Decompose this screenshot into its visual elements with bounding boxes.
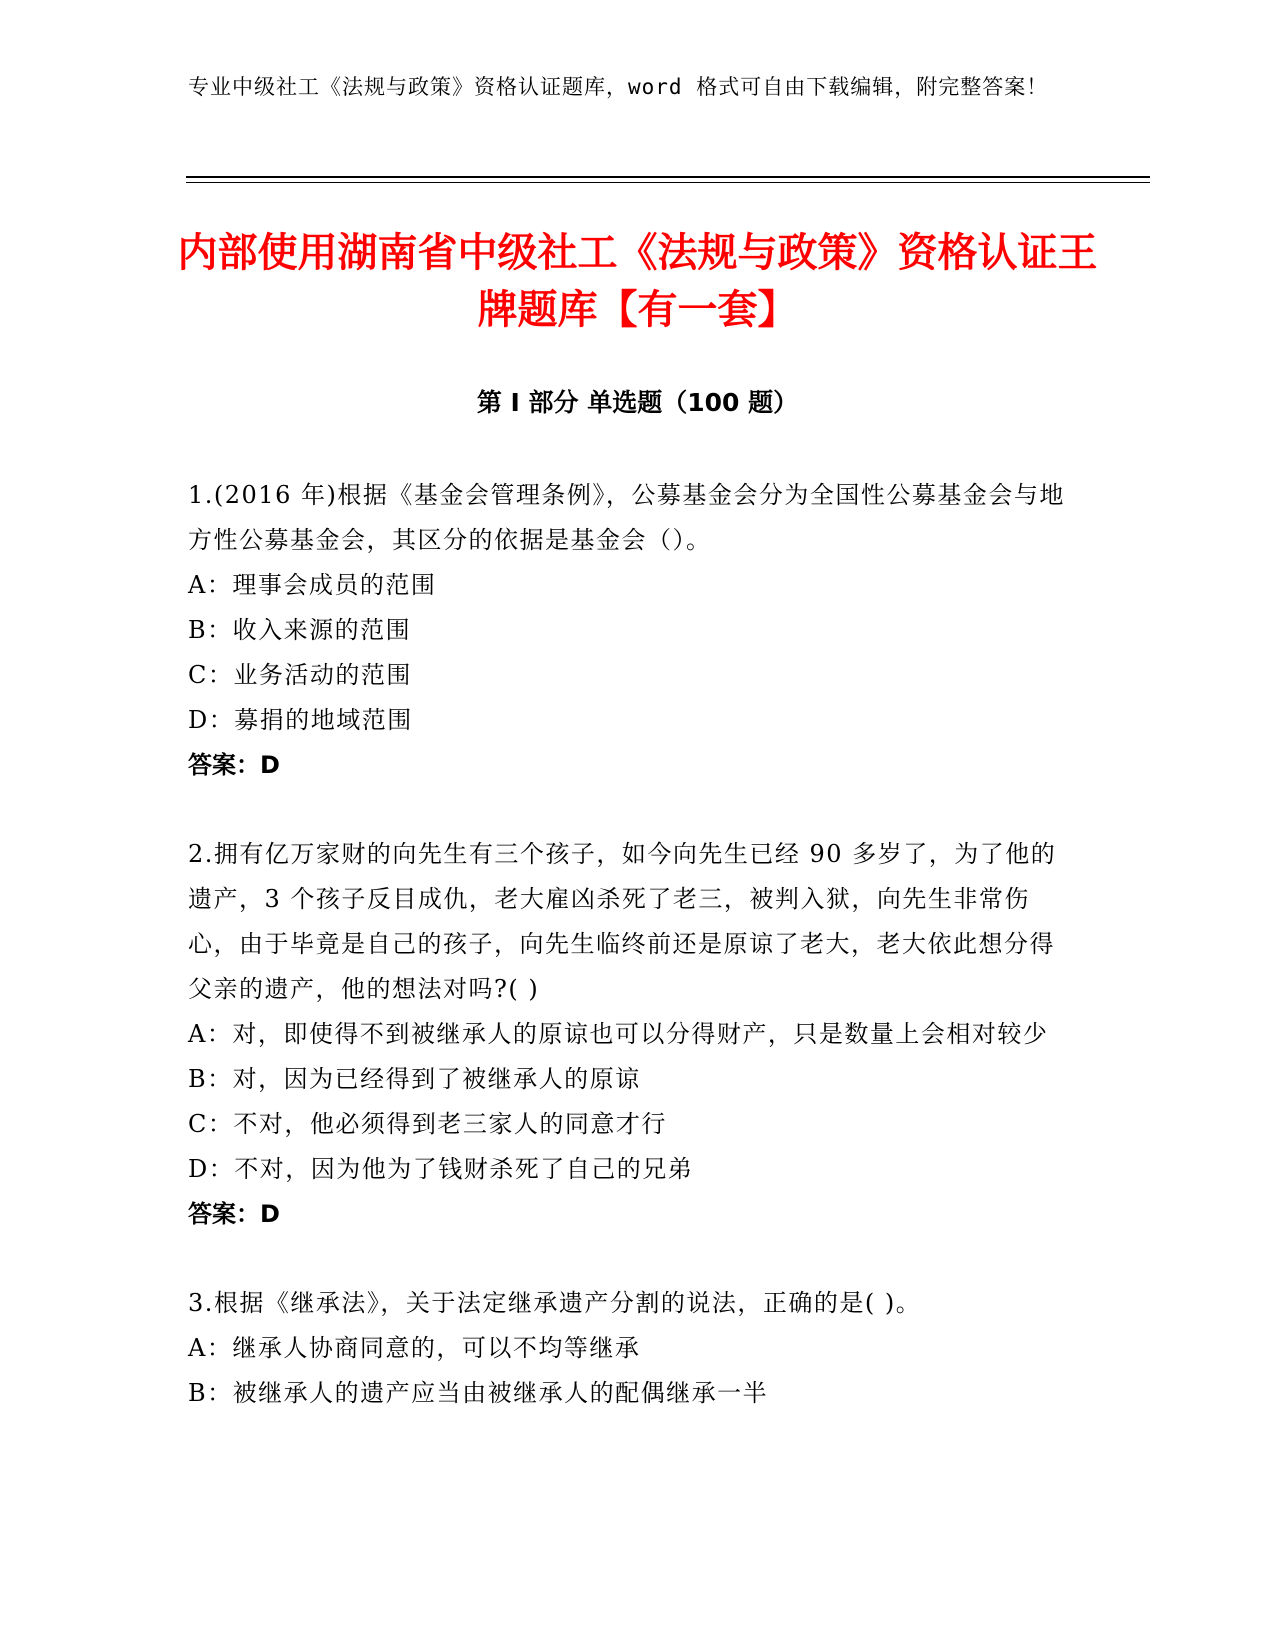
question-2: [188, 832, 1078, 1237]
option-d: D：募捐的地域范围: [188, 706, 413, 734]
option-c: C：业务活动的范围: [188, 661, 412, 689]
document-title: 内部使用湖南省中级社工《法规与政策》资格认证王牌题库【有一套】: [177, 230, 1098, 333]
question-3: [188, 1281, 1078, 1416]
option-b: B：对，因为已经得到了被继承人的原谅: [188, 1065, 641, 1093]
section-title: 第 I 部分 单选题（100 题）: [476, 388, 799, 417]
question-list: [188, 473, 1078, 1460]
header-divider: [186, 176, 1150, 178]
header-divider-thin: [186, 182, 1150, 183]
question-text: 3.根据《继承法》，关于法定继承遗产分割的说法，正确的是( )。: [188, 1289, 922, 1317]
option-d: D：不对，因为他为了钱财杀死了自己的兄弟: [188, 1155, 694, 1183]
header-note: 专业中级社工《法规与政策》资格认证题库，word 格式可自由下载编辑，附完整答案！: [188, 75, 1049, 99]
answer-line: 答案：D: [188, 751, 280, 779]
option-b: B：被继承人的遗产应当由被继承人的配偶继承一半: [188, 1379, 769, 1407]
option-c: C：不对，他必须得到老三家人的同意才行: [188, 1110, 667, 1138]
question-1: [188, 473, 1078, 788]
option-a: A：对，即使得不到被继承人的原谅也可以分得财产，只是数量上会相对较少: [188, 1020, 1049, 1048]
answer-line: 答案：D: [188, 1200, 280, 1228]
option-a: A：理事会成员的范围: [188, 571, 437, 599]
option-b: B：收入来源的范围: [188, 616, 412, 644]
question-text: 1.(2016 年)根据《基金会管理条例》，公募基金会分为全国性公募基金会与地方性公募基金会，其区分的依据是基金会（）。: [188, 481, 1065, 554]
option-a: A：继承人协商同意的，可以不均等继承: [188, 1334, 641, 1362]
question-text: 2.拥有亿万家财的向先生有三个孩子，如今向先生已经 90 多岁了，为了他的遗产，3 个孩子反目成仇，老大雇凶杀死了老三，被判入狱，向先生非常伤心，由于毕竟是自己的孩子，向先生临终前还是原谅了老大，老大依此想分得父亲的遗产，他的想法对吗?( ): [188, 840, 1057, 1003]
